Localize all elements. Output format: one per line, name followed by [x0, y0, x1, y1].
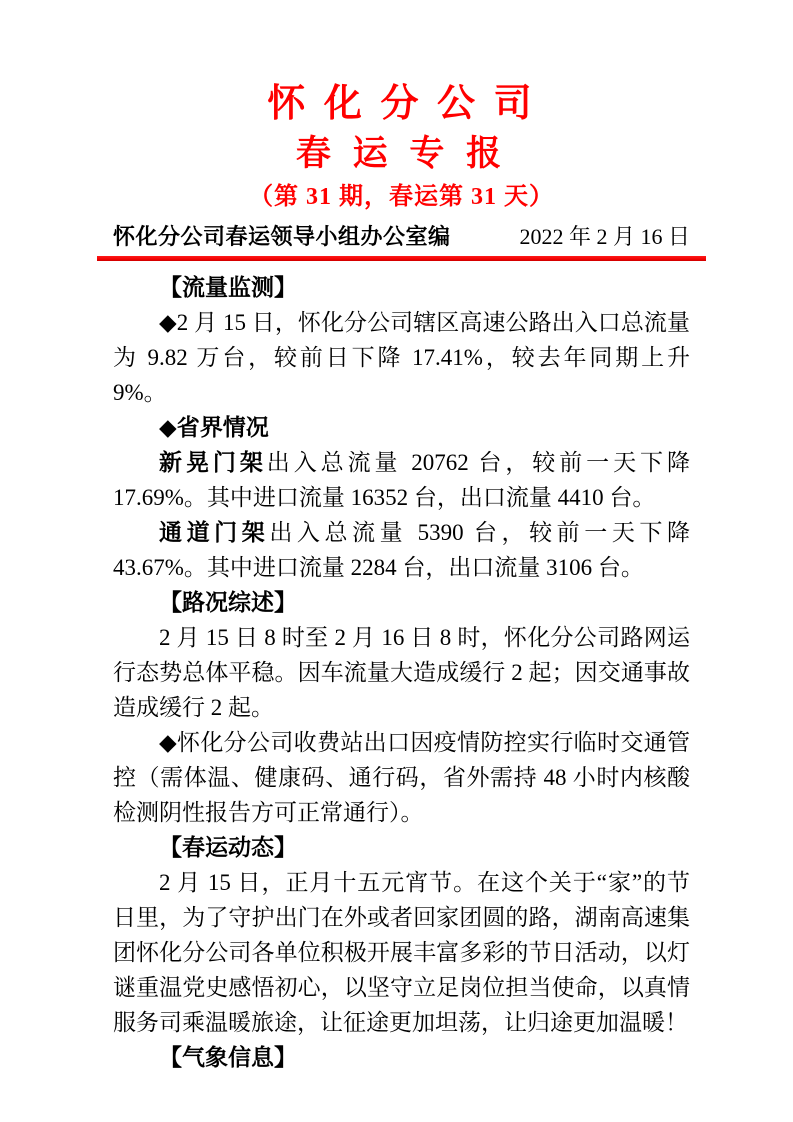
- paragraph: [113, 865, 690, 1040]
- bold-text-segment: 【气象信息】: [159, 1044, 297, 1070]
- sub-header: [113, 410, 690, 445]
- text-segment: 2 月 15 日 8 时至 2 月 16 日 8 时，怀化分公司路网运行态势总体平稳。因车流量大造成缓行 2 起；因交通事故造成缓行 2 起。: [113, 625, 690, 720]
- paragraph: [113, 445, 690, 515]
- text-segment: 出入总流量 20762 台，较前一天下降 17.69%。其中进口流量 16352 台，出口流量 4410 台。: [113, 450, 691, 510]
- editor-name: 怀化分公司春运领导小组办公室编: [113, 224, 451, 249]
- paragraph: [113, 725, 690, 830]
- bold-text-segment: ◆省界情况: [159, 415, 269, 440]
- document-title-line2: 春 运 专 报: [295, 134, 508, 173]
- section-header: [113, 1040, 690, 1075]
- paragraph: [113, 305, 690, 410]
- document-title-line1: 怀 化 分 公 司: [267, 83, 536, 125]
- section-header: [113, 270, 690, 305]
- section-header: [113, 585, 690, 620]
- red-divider: [97, 256, 706, 261]
- issue-date: 2022 年 2 月 16 日: [519, 224, 690, 249]
- text-segment: 出入总流量 5390 台，较前一天下降 43.67%。其中进口流量 2284 台，出口流量 3106 台。: [113, 520, 691, 580]
- paragraph: [113, 515, 690, 585]
- paragraph: [113, 620, 690, 725]
- issue-line: （第 31 期，春运第 31 天）: [249, 184, 554, 210]
- text-segment: ◆怀化分公司收费站出口因疫情防控实行临时交通管控（需体温、健康码、通行码，省外需持 48 小时内核酸检测阴性报告方可正常通行）。: [113, 730, 690, 825]
- bold-text-segment: 【流量监测】: [159, 274, 297, 300]
- section-header: [113, 830, 690, 865]
- bold-text-segment: 【春运动态】: [159, 834, 297, 860]
- text-segment: 2 月 15 日，正月十五元宵节。在这个关于“家”的节日里，为了守护出门在外或者回家团圆的路，湖南高速集团怀化分公司各单位积极开展丰富多彩的节日活动，以灯谜重温党史感悟初心，以坚守立足岗位担当使命，以真情服务司乘温暖旅途，让征途更加坦荡，让归途更加温暖！: [113, 870, 690, 1035]
- text-segment: ◆2 月 15 日，怀化分公司辖区高速公路出入口总流量为 9.82 万台，较前日下降 17.41%，较去年同期上升 9%。: [113, 310, 690, 405]
- bold-text-segment: 【路况综述】: [159, 589, 297, 615]
- editor-row: [113, 222, 690, 252]
- document-body: [113, 270, 690, 1075]
- bold-text-segment: 新晃门架: [159, 450, 267, 475]
- bold-text-segment: 通道门架: [159, 520, 270, 545]
